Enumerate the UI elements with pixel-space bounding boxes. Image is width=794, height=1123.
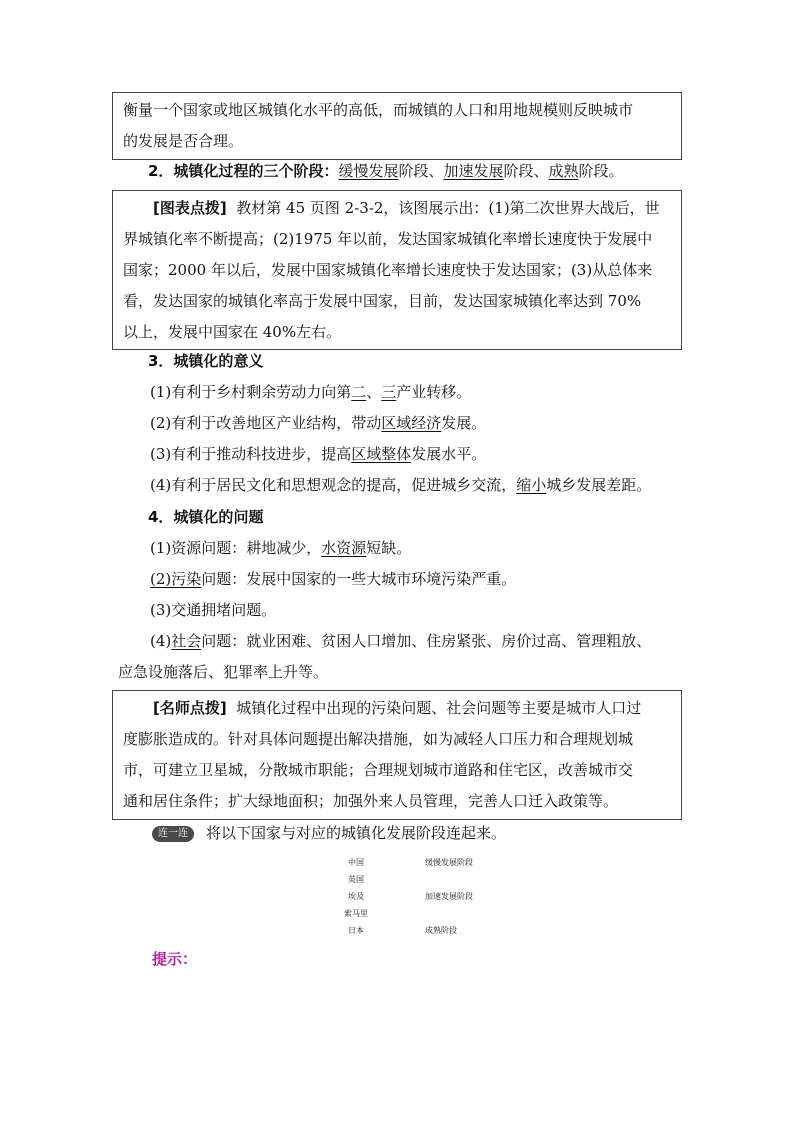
top-note-line-1: 衡量一个国家或地区城镇化水平的高低，而城镇的人口和用地规模则反映城市	[123, 101, 634, 119]
section-3-item-4	[150, 470, 651, 501]
s4-item1-text: (1)资源问题：耕地减少，	[150, 539, 322, 557]
chart-tip-line-4: 看，发达国家的城镇化率高于发展中国家，目前，发达国家城镇化率达到 70%	[123, 292, 642, 310]
chart-tip-line-5: 以上，发展中国家在 40%左右。	[123, 323, 342, 341]
section-3-item-1	[150, 377, 471, 408]
s3-item2-u: 区域经济	[381, 414, 442, 432]
section-3-item-2	[150, 408, 486, 439]
teacher-tip-line-3: 市，可建立卫星城，分散城市职能；合理规划城市道路和住宅区，改善城市交	[123, 761, 634, 779]
stage-slow-option: 缓慢发展阶段	[425, 858, 473, 867]
s3-item3-u: 区域整体	[351, 445, 412, 463]
section-2-stages	[148, 156, 624, 187]
teacher-tip-line-1	[123, 693, 671, 724]
exercise-instruction-row	[152, 818, 506, 849]
s3-item1-u1: 二	[351, 383, 367, 401]
chart-tip-line-1	[123, 193, 671, 224]
s3-item3-text: (3)有利于推动科技进步，提高	[150, 445, 352, 463]
country-japan: 日本	[348, 926, 364, 935]
s3-item1-sep: 、	[366, 383, 382, 401]
s3-item4-tail: 城乡发展差距。	[546, 476, 652, 494]
s3-item1-tail: 产业转移。	[396, 383, 472, 401]
s4-item4-tail: 问题：就业困难、贫困人口增加、住房紧张、房价过高、管理粗放、	[201, 632, 652, 650]
s3-item4-u: 缩小	[516, 476, 547, 494]
section-3-item-3	[150, 439, 486, 470]
teacher-tip-box	[112, 690, 682, 820]
s4-item4-u: 社会	[171, 632, 202, 650]
stage-accelerated-option: 加速发展阶段	[425, 892, 473, 901]
s3-item2-tail: 发展。	[441, 414, 487, 432]
connect-badge: 连一连	[152, 826, 194, 842]
s3-item4-text: (4)有利于居民文化和思想观念的提高，促进城乡交流，	[150, 476, 517, 494]
s4-item4-num: (4)	[150, 632, 172, 650]
teacher-tip-text-1: 城镇化过程中出现的污染问题、社会问题等主要是城市人口过	[236, 699, 642, 717]
stage-mature-tail: 阶段。	[578, 162, 624, 180]
stage-slow: 缓慢发展	[338, 162, 399, 180]
country-china: 中国	[348, 858, 364, 867]
teacher-tip-line-2: 度膨胀造成的。针对具体问题提出解决措施，如为减轻人口压力和合理规划城	[123, 730, 634, 748]
s3-item1-text: (1)有利于乡村剩余劳动力向第	[150, 383, 352, 401]
s3-item2-text: (2)有利于改善地区产业结构，带动	[150, 414, 382, 432]
section-3-title: 3．城镇化的意义	[148, 352, 264, 370]
chart-tip-text-1: 教材第 45 页图 2-3-2，该图展示出：(1)第二次世界大战后，世	[236, 199, 660, 217]
section-4-item-4-cont: 应急设施落后、犯罪率上升等。	[118, 663, 329, 681]
country-somalia: 索马里	[344, 909, 368, 918]
chart-tip-box	[112, 190, 682, 350]
chart-tip-line-2: 界城镇化率不断提高；(2)1975 年以前，发达国家城镇化率增长速度快于发展中	[123, 230, 653, 248]
s4-item2-tail: 问题：发展中国家的一些大城市环境污染严重。	[201, 570, 517, 588]
teacher-tip-line-4: 通和居住条件；扩大绿地面积；加强外来人员管理，完善人口迁入政策等。	[123, 792, 619, 810]
stage-mature: 成熟	[548, 162, 579, 180]
section-4-item-1	[150, 533, 411, 564]
hint-label: 提示：	[152, 950, 198, 968]
section-4-item-3: (3)交通拥堵问题。	[150, 601, 277, 619]
section-2-heading: 2．城镇化过程的三个阶段：	[148, 162, 339, 180]
s4-item1-u: 水资源	[321, 539, 367, 557]
section-4-item-2	[150, 564, 516, 595]
top-note-line-2: 的发展是否合理。	[123, 132, 244, 150]
chart-tip-line-3: 国家；2000 年以后，发展中国家城镇化率增长速度快于发达国家；(3)从总体来	[123, 261, 653, 279]
section-4-title: 4．城镇化的问题	[148, 508, 264, 526]
country-egypt: 埃及	[348, 892, 364, 901]
stage-accelerated-tail: 阶段、	[503, 162, 549, 180]
exercise-instruction: 将以下国家与对应的城镇化发展阶段连起来。	[206, 824, 507, 842]
top-note-box	[112, 92, 682, 160]
s4-item2-u: (2)污染	[150, 570, 202, 588]
stage-mature-option: 成熟阶段	[425, 926, 457, 935]
section-4-item-4	[150, 626, 651, 657]
stage-slow-tail: 阶段、	[398, 162, 444, 180]
stage-accelerated: 加速发展	[443, 162, 504, 180]
teacher-tip-tag: [名师点拨]	[153, 699, 227, 717]
chart-tip-tag: [图表点拨]	[153, 199, 227, 217]
s3-item3-tail: 发展水平。	[411, 445, 487, 463]
s4-item1-tail: 短缺。	[366, 539, 412, 557]
s3-item1-u2: 三	[381, 383, 397, 401]
country-uk: 英国	[348, 875, 364, 884]
